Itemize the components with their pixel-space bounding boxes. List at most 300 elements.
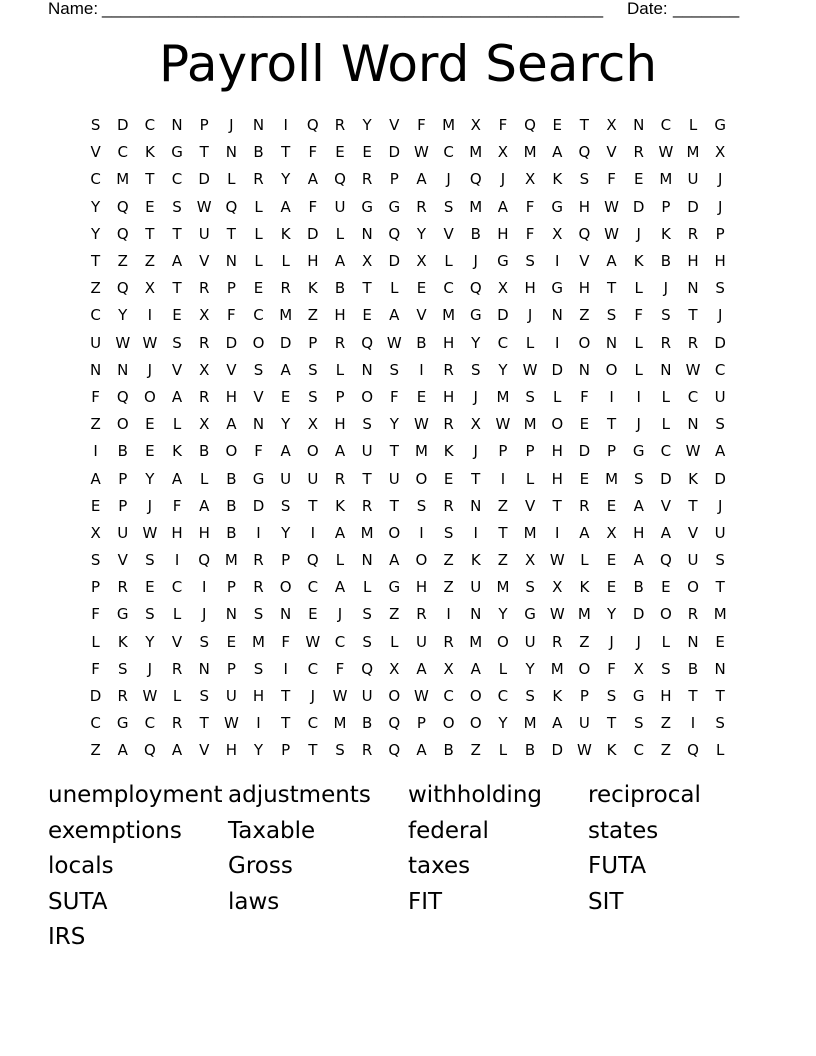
grid-letter[interactable]: N xyxy=(89,360,102,379)
grid-letter[interactable]: Y xyxy=(362,116,372,135)
grid-letter[interactable]: L xyxy=(634,333,643,352)
grid-letter[interactable]: Q xyxy=(116,387,129,406)
grid-letter[interactable]: Q xyxy=(306,116,319,135)
grid-letter[interactable]: R xyxy=(253,170,264,189)
grid-letter[interactable]: U xyxy=(361,442,373,461)
grid-letter[interactable]: T xyxy=(498,523,508,542)
grid-letter[interactable]: I xyxy=(283,659,288,678)
grid-letter[interactable]: W xyxy=(549,551,565,570)
grid-letter[interactable]: E xyxy=(362,143,372,162)
grid-letter[interactable]: S xyxy=(633,714,644,733)
grid-letter[interactable]: N xyxy=(470,605,482,624)
grid-letter[interactable]: B xyxy=(199,442,210,461)
grid-letter[interactable]: G xyxy=(632,442,645,461)
grid-letter[interactable]: K xyxy=(144,143,155,162)
grid-letter[interactable]: J xyxy=(473,387,478,406)
grid-letter[interactable]: S xyxy=(416,496,427,515)
grid-letter[interactable]: S xyxy=(145,605,155,624)
grid-letter[interactable]: F xyxy=(580,387,589,406)
grid-letter[interactable]: X xyxy=(389,659,400,678)
grid-letter[interactable]: Y xyxy=(118,306,128,325)
grid-letter[interactable]: R xyxy=(361,741,373,760)
grid-letter[interactable]: C xyxy=(633,741,644,760)
grid-letter[interactable]: T xyxy=(90,252,101,271)
grid-letter[interactable]: W xyxy=(495,415,511,434)
grid-letter[interactable]: V xyxy=(660,496,671,515)
grid-letter[interactable]: Y xyxy=(525,659,535,678)
grid-letter[interactable]: O xyxy=(497,632,509,651)
grid-letter[interactable]: E xyxy=(579,415,590,434)
grid-letter[interactable]: K xyxy=(552,170,563,189)
grid-letter[interactable]: X xyxy=(552,224,563,243)
grid-letter[interactable]: L xyxy=(661,632,671,651)
grid-letter[interactable]: T xyxy=(552,496,562,515)
grid-letter[interactable]: P xyxy=(416,714,426,733)
grid-letter[interactable]: X xyxy=(144,279,156,298)
grid-letter[interactable]: K xyxy=(335,496,345,515)
grid-letter[interactable]: X xyxy=(606,523,617,542)
grid-letter[interactable]: K xyxy=(552,687,563,706)
grid-letter[interactable]: A xyxy=(117,741,128,760)
grid-letter[interactable]: Q xyxy=(578,143,591,162)
grid-letter[interactable]: M xyxy=(469,632,483,651)
grid-letter[interactable]: N xyxy=(714,659,726,678)
grid-letter[interactable]: B xyxy=(253,143,264,162)
grid-letter[interactable]: L xyxy=(498,659,508,678)
grid-letter[interactable]: D xyxy=(551,360,564,379)
grid-letter[interactable]: U xyxy=(307,469,319,488)
grid-letter[interactable]: K xyxy=(117,632,128,651)
grid-letter[interactable]: T xyxy=(281,687,291,706)
grid-letter[interactable]: K xyxy=(606,741,617,760)
grid-letter[interactable]: Q xyxy=(524,116,536,135)
grid-letter[interactable]: T xyxy=(172,224,182,243)
grid-letter[interactable]: X xyxy=(199,306,210,325)
grid-letter[interactable]: L xyxy=(172,605,182,624)
grid-letter[interactable]: R xyxy=(117,578,128,597)
grid-letter[interactable]: K xyxy=(660,224,671,243)
grid-letter[interactable]: C xyxy=(253,306,264,325)
grid-letter[interactable]: P xyxy=(498,442,508,461)
grid-letter[interactable]: M xyxy=(279,306,293,325)
grid-letter[interactable]: S xyxy=(362,632,372,651)
grid-letter[interactable]: M xyxy=(116,170,130,189)
grid-letter[interactable]: G xyxy=(388,578,401,597)
grid-letter[interactable]: W xyxy=(386,333,402,352)
grid-letter[interactable]: A xyxy=(280,442,291,461)
grid-letter[interactable]: T xyxy=(688,496,698,515)
grid-letter[interactable]: H xyxy=(198,523,210,542)
grid-letter[interactable]: Q xyxy=(198,551,211,570)
grid-letter[interactable]: L xyxy=(335,224,345,243)
grid-letter[interactable]: H xyxy=(334,415,346,434)
grid-letter[interactable]: A xyxy=(171,252,183,271)
grid-letter[interactable]: Z xyxy=(660,714,671,733)
grid-letter[interactable]: W xyxy=(604,224,619,243)
grid-letter[interactable]: O xyxy=(659,605,672,624)
grid-letter[interactable]: D xyxy=(578,442,591,461)
grid-letter[interactable]: V xyxy=(171,632,183,651)
grid-letter[interactable]: O xyxy=(578,659,591,678)
grid-letter[interactable]: C xyxy=(497,333,509,352)
grid-letter[interactable]: I xyxy=(690,714,696,733)
grid-letter[interactable]: W xyxy=(685,442,701,461)
grid-letter[interactable]: L xyxy=(335,551,345,570)
grid-letter[interactable]: B xyxy=(226,496,237,515)
grid-letter[interactable]: B xyxy=(226,523,237,542)
grid-letter[interactable]: Y xyxy=(416,224,427,243)
grid-letter[interactable]: L xyxy=(390,279,399,298)
grid-letter[interactable]: M xyxy=(523,143,537,162)
grid-letter[interactable]: E xyxy=(226,632,237,651)
grid-letter[interactable]: U xyxy=(117,523,129,542)
grid-letter[interactable]: D xyxy=(551,741,564,760)
grid-letter[interactable]: M xyxy=(469,197,483,216)
grid-letter[interactable]: N xyxy=(687,632,699,651)
grid-letter[interactable]: H xyxy=(714,252,726,271)
grid-letter[interactable]: C xyxy=(497,687,509,706)
grid-letter[interactable]: A xyxy=(280,197,291,216)
grid-letter[interactable]: Z xyxy=(443,578,454,597)
grid-letter[interactable]: R xyxy=(334,469,346,488)
grid-letter[interactable]: M xyxy=(577,605,591,624)
grid-letter[interactable]: C xyxy=(171,170,183,189)
grid-letter[interactable]: M xyxy=(224,551,238,570)
grid-letter[interactable]: J xyxy=(717,306,723,325)
grid-letter[interactable]: S xyxy=(172,333,182,352)
grid-letter[interactable]: Z xyxy=(90,741,101,760)
grid-letter[interactable]: T xyxy=(308,496,318,515)
grid-letter[interactable]: S xyxy=(308,387,318,406)
grid-letter[interactable]: J xyxy=(310,687,316,706)
grid-letter[interactable]: Y xyxy=(253,741,264,760)
grid-letter[interactable]: Y xyxy=(90,224,101,243)
grid-letter[interactable]: H xyxy=(687,252,699,271)
grid-letter[interactable]: V xyxy=(90,143,101,162)
grid-letter[interactable]: C xyxy=(443,279,454,298)
grid-letter[interactable]: L xyxy=(553,387,562,406)
grid-letter[interactable]: K xyxy=(443,442,454,461)
grid-letter[interactable]: P xyxy=(281,741,291,760)
grid-letter[interactable]: U xyxy=(687,551,699,570)
grid-letter[interactable]: I xyxy=(473,523,478,542)
grid-letter[interactable]: I xyxy=(256,714,261,733)
grid-letter[interactable]: L xyxy=(254,197,263,216)
grid-letter[interactable]: A xyxy=(416,659,427,678)
grid-letter[interactable]: E xyxy=(145,578,155,597)
grid-letter[interactable]: S xyxy=(389,360,400,379)
grid-letter[interactable]: U xyxy=(578,714,590,733)
grid-letter[interactable]: F xyxy=(498,116,508,135)
grid-letter[interactable]: F xyxy=(389,387,399,406)
grid-letter[interactable]: F xyxy=(91,605,100,624)
grid-letter[interactable]: V xyxy=(253,387,264,406)
grid-letter[interactable]: J xyxy=(446,170,451,189)
grid-letter[interactable]: S xyxy=(308,360,318,379)
grid-letter[interactable]: J xyxy=(147,360,153,379)
grid-letter[interactable]: O xyxy=(551,415,564,434)
grid-letter[interactable]: Z xyxy=(497,551,509,570)
grid-letter[interactable]: S xyxy=(253,360,264,379)
grid-letter[interactable]: R xyxy=(361,496,373,515)
grid-letter[interactable]: S xyxy=(661,306,671,325)
grid-letter[interactable]: Z xyxy=(470,741,481,760)
grid-letter[interactable]: N xyxy=(252,415,265,434)
grid-letter[interactable]: Z xyxy=(579,306,590,325)
grid-letter[interactable]: S xyxy=(199,687,209,706)
grid-letter[interactable]: B xyxy=(470,224,481,243)
grid-letter[interactable]: J xyxy=(717,197,723,216)
grid-letter[interactable]: I xyxy=(419,360,424,379)
grid-letter[interactable]: L xyxy=(200,469,209,488)
grid-letter[interactable]: R xyxy=(117,687,128,706)
grid-letter[interactable]: B xyxy=(117,442,128,461)
grid-letter[interactable]: M xyxy=(496,387,510,406)
grid-letter[interactable]: N xyxy=(578,360,590,379)
grid-letter[interactable]: U xyxy=(198,224,210,243)
grid-letter[interactable]: G xyxy=(551,279,564,298)
grid-letter[interactable]: S xyxy=(443,523,454,542)
grid-letter[interactable]: R xyxy=(687,224,699,243)
grid-letter[interactable]: U xyxy=(714,523,726,542)
grid-letter[interactable]: M xyxy=(442,116,456,135)
grid-letter[interactable]: X xyxy=(362,252,373,271)
grid-letter[interactable]: U xyxy=(334,197,346,216)
grid-letter[interactable]: H xyxy=(551,442,563,461)
grid-letter[interactable]: O xyxy=(388,523,401,542)
grid-letter[interactable]: V xyxy=(443,224,454,243)
grid-letter[interactable]: L xyxy=(254,252,263,271)
grid-letter[interactable]: H xyxy=(225,741,237,760)
grid-letter[interactable]: H xyxy=(578,279,591,298)
grid-letter[interactable]: R xyxy=(361,170,373,189)
grid-letter[interactable]: R xyxy=(198,279,210,298)
grid-letter[interactable]: W xyxy=(142,523,158,542)
grid-letter[interactable]: X xyxy=(497,143,509,162)
grid-letter[interactable]: H xyxy=(334,306,346,325)
grid-letter[interactable]: N xyxy=(252,116,265,135)
grid-letter[interactable]: R xyxy=(552,632,563,651)
grid-letter[interactable]: F xyxy=(91,659,100,678)
grid-letter[interactable]: J xyxy=(473,252,478,271)
grid-letter[interactable]: S xyxy=(715,714,725,733)
grid-letter[interactable]: U xyxy=(280,469,292,488)
grid-letter[interactable]: N xyxy=(225,605,237,624)
grid-letter[interactable]: G xyxy=(469,306,482,325)
grid-letter[interactable]: O xyxy=(388,687,401,706)
grid-letter[interactable]: H xyxy=(252,687,265,706)
grid-letter[interactable]: S xyxy=(715,415,725,434)
grid-letter[interactable]: P xyxy=(579,687,589,706)
grid-letter[interactable]: F xyxy=(308,197,318,216)
grid-letter[interactable]: O xyxy=(415,551,428,570)
grid-letter[interactable]: I xyxy=(93,442,98,461)
grid-letter[interactable]: S xyxy=(172,197,182,216)
grid-letter[interactable]: A xyxy=(171,741,183,760)
grid-letter[interactable]: J xyxy=(717,496,723,515)
grid-letter[interactable]: M xyxy=(659,170,673,189)
grid-letter[interactable]: T xyxy=(471,469,481,488)
grid-letter[interactable]: Q xyxy=(687,741,699,760)
grid-letter[interactable]: X xyxy=(633,659,644,678)
grid-letter[interactable]: N xyxy=(361,224,373,243)
grid-letter[interactable]: Y xyxy=(389,415,399,434)
grid-letter[interactable]: T xyxy=(579,116,589,135)
grid-letter[interactable]: S xyxy=(117,659,128,678)
grid-letter[interactable]: M xyxy=(496,578,510,597)
grid-letter[interactable]: T xyxy=(606,714,617,733)
grid-letter[interactable]: Q xyxy=(143,741,156,760)
grid-letter[interactable]: A xyxy=(171,387,183,406)
grid-letter[interactable]: M xyxy=(469,143,483,162)
grid-letter[interactable]: X xyxy=(470,116,481,135)
grid-letter[interactable]: S xyxy=(253,659,264,678)
grid-letter[interactable]: I xyxy=(310,523,316,542)
grid-letter[interactable]: C xyxy=(307,578,319,597)
grid-letter[interactable]: S xyxy=(90,551,101,570)
grid-letter[interactable]: G xyxy=(361,197,373,216)
grid-letter[interactable]: B xyxy=(660,252,671,271)
grid-letter[interactable]: A xyxy=(633,551,644,570)
grid-letter[interactable]: W xyxy=(142,333,158,352)
grid-letter[interactable]: L xyxy=(688,116,698,135)
grid-letter[interactable]: Q xyxy=(361,333,374,352)
grid-letter[interactable]: R xyxy=(334,116,346,135)
grid-letter[interactable]: F xyxy=(607,659,616,678)
grid-letter[interactable]: Q xyxy=(116,224,129,243)
grid-letter[interactable]: D xyxy=(89,687,102,706)
grid-letter[interactable]: E xyxy=(552,116,562,135)
grid-letter[interactable]: F xyxy=(172,496,182,515)
grid-letter[interactable]: M xyxy=(523,523,537,542)
grid-letter[interactable]: E xyxy=(606,496,617,515)
grid-letter[interactable]: A xyxy=(606,252,617,271)
grid-letter[interactable]: D xyxy=(116,116,129,135)
date-field[interactable]: _______ xyxy=(673,0,740,18)
grid-letter[interactable]: O xyxy=(415,469,428,488)
grid-letter[interactable]: A xyxy=(334,578,346,597)
grid-letter[interactable]: S xyxy=(633,469,644,488)
grid-letter[interactable]: D xyxy=(497,306,509,325)
grid-letter[interactable]: L xyxy=(444,252,453,271)
grid-letter[interactable]: G xyxy=(524,605,536,624)
grid-letter[interactable]: R xyxy=(687,605,699,624)
grid-letter[interactable]: L xyxy=(172,687,182,706)
grid-letter[interactable]: O xyxy=(225,442,238,461)
grid-letter[interactable]: V xyxy=(171,360,183,379)
grid-letter[interactable]: S xyxy=(253,605,264,624)
grid-letter[interactable]: T xyxy=(606,415,617,434)
grid-letter[interactable]: C xyxy=(144,714,156,733)
grid-letter[interactable]: E xyxy=(606,578,617,597)
grid-letter[interactable]: O xyxy=(687,578,699,597)
grid-letter[interactable]: D xyxy=(307,224,319,243)
grid-letter[interactable]: E xyxy=(90,496,101,515)
grid-letter[interactable]: Y xyxy=(90,197,101,216)
grid-letter[interactable]: T xyxy=(389,442,399,461)
grid-letter[interactable]: A xyxy=(579,523,590,542)
grid-letter[interactable]: R xyxy=(443,415,454,434)
grid-letter[interactable]: H xyxy=(524,279,536,298)
grid-letter[interactable]: O xyxy=(116,415,129,434)
grid-letter[interactable]: J xyxy=(636,632,641,651)
grid-letter[interactable]: Z xyxy=(90,279,101,298)
grid-letter[interactable]: D xyxy=(714,469,726,488)
grid-letter[interactable]: F xyxy=(525,197,535,216)
grid-letter[interactable]: M xyxy=(523,714,537,733)
grid-letter[interactable]: H xyxy=(633,523,645,542)
grid-letter[interactable]: X xyxy=(199,360,210,379)
grid-letter[interactable]: E xyxy=(145,442,155,461)
grid-letter[interactable]: W xyxy=(305,632,321,651)
grid-letter[interactable]: A xyxy=(90,469,101,488)
grid-letter[interactable]: U xyxy=(388,469,400,488)
grid-letter[interactable]: E xyxy=(606,551,617,570)
grid-letter[interactable]: S xyxy=(443,197,454,216)
grid-letter[interactable]: L xyxy=(227,170,236,189)
grid-letter[interactable]: V xyxy=(117,551,128,570)
grid-letter[interactable]: T xyxy=(362,279,372,298)
grid-letter[interactable]: C xyxy=(117,143,128,162)
grid-letter[interactable]: X xyxy=(199,415,210,434)
grid-letter[interactable]: B xyxy=(524,741,536,760)
grid-letter[interactable]: P xyxy=(91,578,101,597)
grid-letter[interactable]: E xyxy=(661,578,671,597)
grid-letter[interactable]: O xyxy=(605,360,618,379)
grid-letter[interactable]: Y xyxy=(471,333,481,352)
grid-letter[interactable]: A xyxy=(389,551,400,570)
grid-letter[interactable]: F xyxy=(525,224,535,243)
grid-letter[interactable]: L xyxy=(661,415,671,434)
grid-letter[interactable]: T xyxy=(172,279,182,298)
grid-letter[interactable]: T xyxy=(199,143,209,162)
grid-letter[interactable]: P xyxy=(226,659,236,678)
grid-letter[interactable]: D xyxy=(225,333,238,352)
grid-letter[interactable]: G xyxy=(171,143,183,162)
grid-letter[interactable]: G xyxy=(116,714,129,733)
grid-letter[interactable]: C xyxy=(307,659,319,678)
grid-letter[interactable]: X xyxy=(606,116,617,135)
grid-letter[interactable]: R xyxy=(416,605,427,624)
grid-letter[interactable]: P xyxy=(607,442,617,461)
grid-letter[interactable]: W xyxy=(549,605,565,624)
grid-letter[interactable]: K xyxy=(470,551,481,570)
grid-letter[interactable]: C xyxy=(90,714,101,733)
grid-letter[interactable]: E xyxy=(280,387,291,406)
grid-letter[interactable]: I xyxy=(446,605,451,624)
grid-letter[interactable]: O xyxy=(143,387,156,406)
grid-letter[interactable]: A xyxy=(334,523,346,542)
grid-letter[interactable]: J xyxy=(717,170,723,189)
grid-letter[interactable]: O xyxy=(442,714,455,733)
grid-letter[interactable]: D xyxy=(198,170,210,189)
grid-letter[interactable]: T xyxy=(362,469,372,488)
grid-letter[interactable]: F xyxy=(227,306,236,325)
grid-letter[interactable]: Q xyxy=(388,714,401,733)
grid-letter[interactable]: R xyxy=(280,279,291,298)
grid-letter[interactable]: P xyxy=(335,387,345,406)
grid-letter[interactable]: W xyxy=(414,143,429,162)
grid-letter[interactable]: C xyxy=(714,360,726,379)
name-field[interactable]: _____________________________________________________ xyxy=(102,0,604,18)
grid-letter[interactable]: I xyxy=(283,116,288,135)
grid-letter[interactable]: K xyxy=(307,279,318,298)
grid-letter[interactable]: A xyxy=(715,442,726,461)
grid-letter[interactable]: C xyxy=(171,578,183,597)
grid-letter[interactable]: H xyxy=(551,469,563,488)
grid-letter[interactable]: P xyxy=(226,279,236,298)
grid-letter[interactable]: N xyxy=(551,306,563,325)
